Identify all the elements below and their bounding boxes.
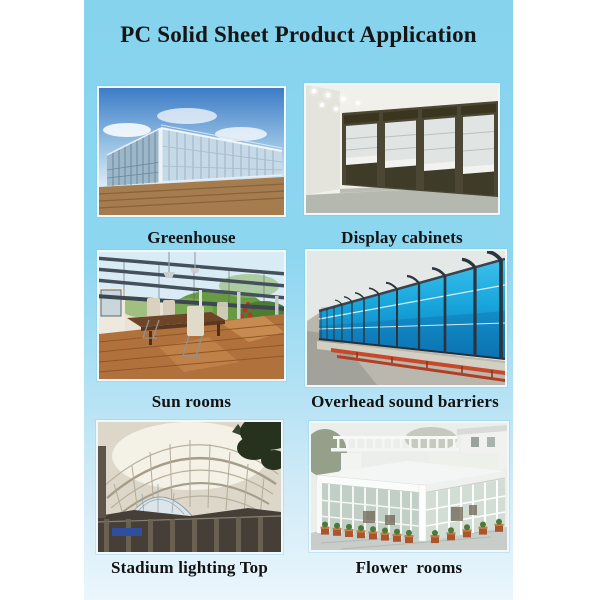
display-cabinets-photo-illustration — [306, 85, 498, 213]
greenhouse-photo — [97, 86, 286, 217]
sun-rooms-photo-illustration — [99, 252, 284, 379]
flower-rooms-photo — [309, 421, 509, 552]
stadium-lighting-top-photo-illustration — [98, 422, 281, 552]
page-title: PC Solid Sheet Product Application — [120, 22, 477, 47]
flower-rooms-photo-illustration — [311, 423, 507, 550]
caption-overhead-sound-barriers: Overhead sound barriers — [311, 392, 499, 411]
caption-display-cabinets: Display cabinets — [341, 228, 463, 247]
greenhouse-photo-illustration — [99, 88, 284, 215]
caption-greenhouse: Greenhouse — [147, 228, 236, 247]
stadium-lighting-top-photo — [96, 420, 283, 554]
sun-rooms-photo — [97, 250, 286, 381]
overhead-sound-barriers-photo — [305, 249, 507, 387]
caption-stadium-lighting-top: Stadium lighting Top — [110, 558, 269, 577]
caption-sun-rooms: Sun rooms — [151, 392, 232, 411]
overhead-sound-barriers-photo-illustration — [307, 251, 505, 385]
caption-flower-rooms: Flower rooms — [355, 558, 463, 577]
display-cabinets-photo — [304, 83, 500, 215]
